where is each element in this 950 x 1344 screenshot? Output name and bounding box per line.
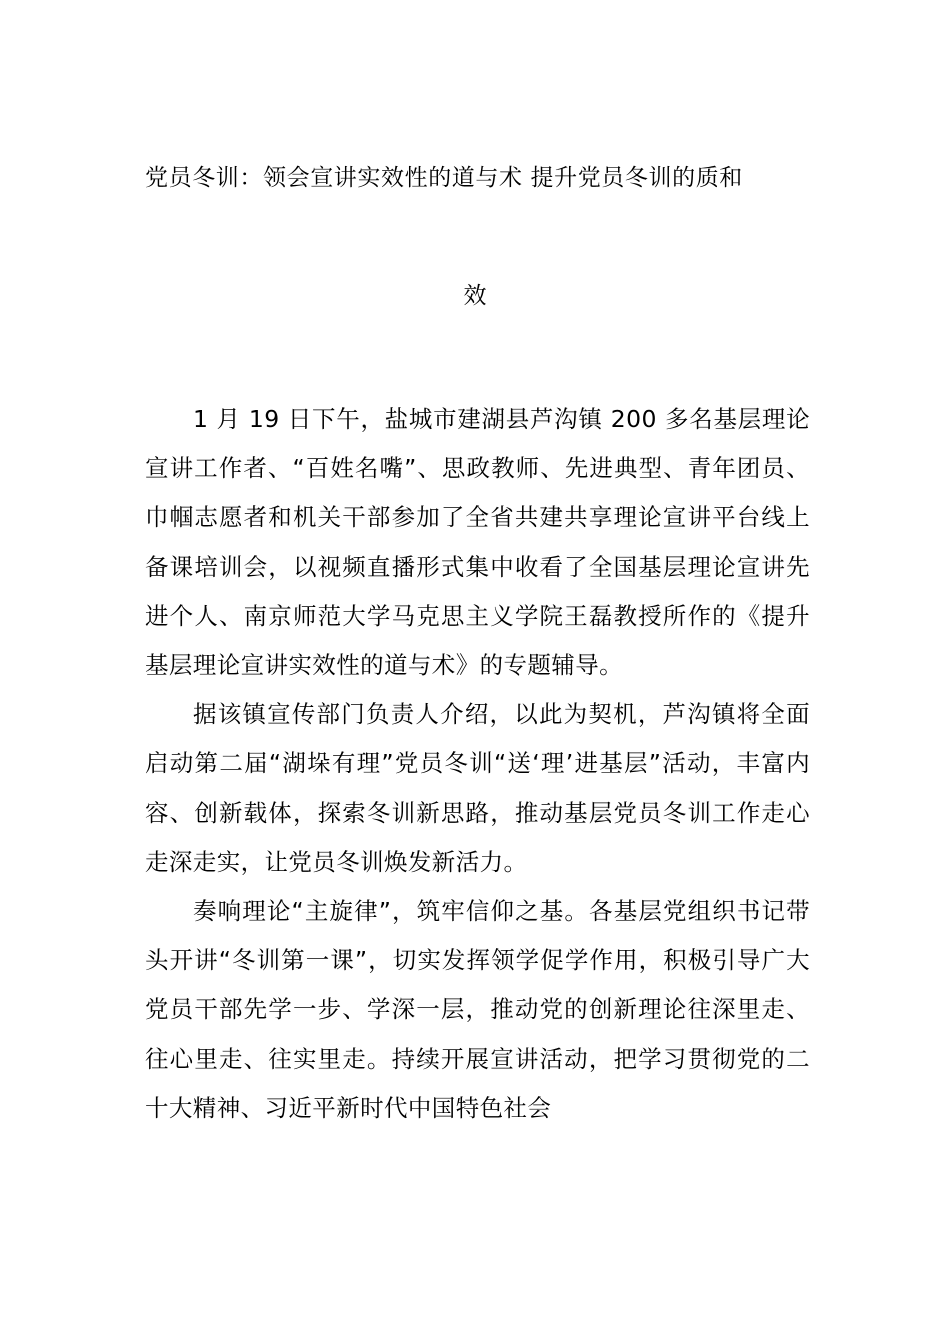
document-body (145, 395, 810, 1133)
paragraph: 1 月 19 日下午，盐城市建湖县芦沟镇 200 多名基层理论宣讲工作者、“百姓名嘴”、思政教师、先进典型、青年团员、巾帼志愿者和机关干部参加了全省共建共享理论宣讲平台线上备课培训会，以视频直播形式集中收看了全国基层理论宣讲先进个人、南京师范大学马克思主义学院王磊教授所作的《提升基层理论宣讲实效性的道与术》的专题辅导。 (145, 405, 810, 680)
document-title: 党员冬训：领会宣讲实效性的道与术 提升党员冬训的质和 (145, 165, 743, 191)
paragraph: 奏响理论“主旋律”，筑牢信仰之基。各基层党组织书记带头开讲“冬训第一课”，切实发挥领学促学作用，积极引导广大党员干部先学一步、学深一层，推动党的创新理论往深里走、往心里走、往实里走。持续开展宣讲活动，把学习贯彻党的二十大精神、习近平新时代中国特色社会 (145, 897, 810, 1122)
document-title-continuation: 效 (463, 283, 487, 309)
paragraph: 据该镇宣传部门负责人介绍，以此为契机，芦沟镇将全面启动第二届“湖垛有理”党员冬训“送‘理’进基层”活动，丰富内容、创新载体，探索冬训新思路，推动基层党员冬训工作走心走深走实，让党员冬训焕发新活力。 (145, 700, 810, 876)
